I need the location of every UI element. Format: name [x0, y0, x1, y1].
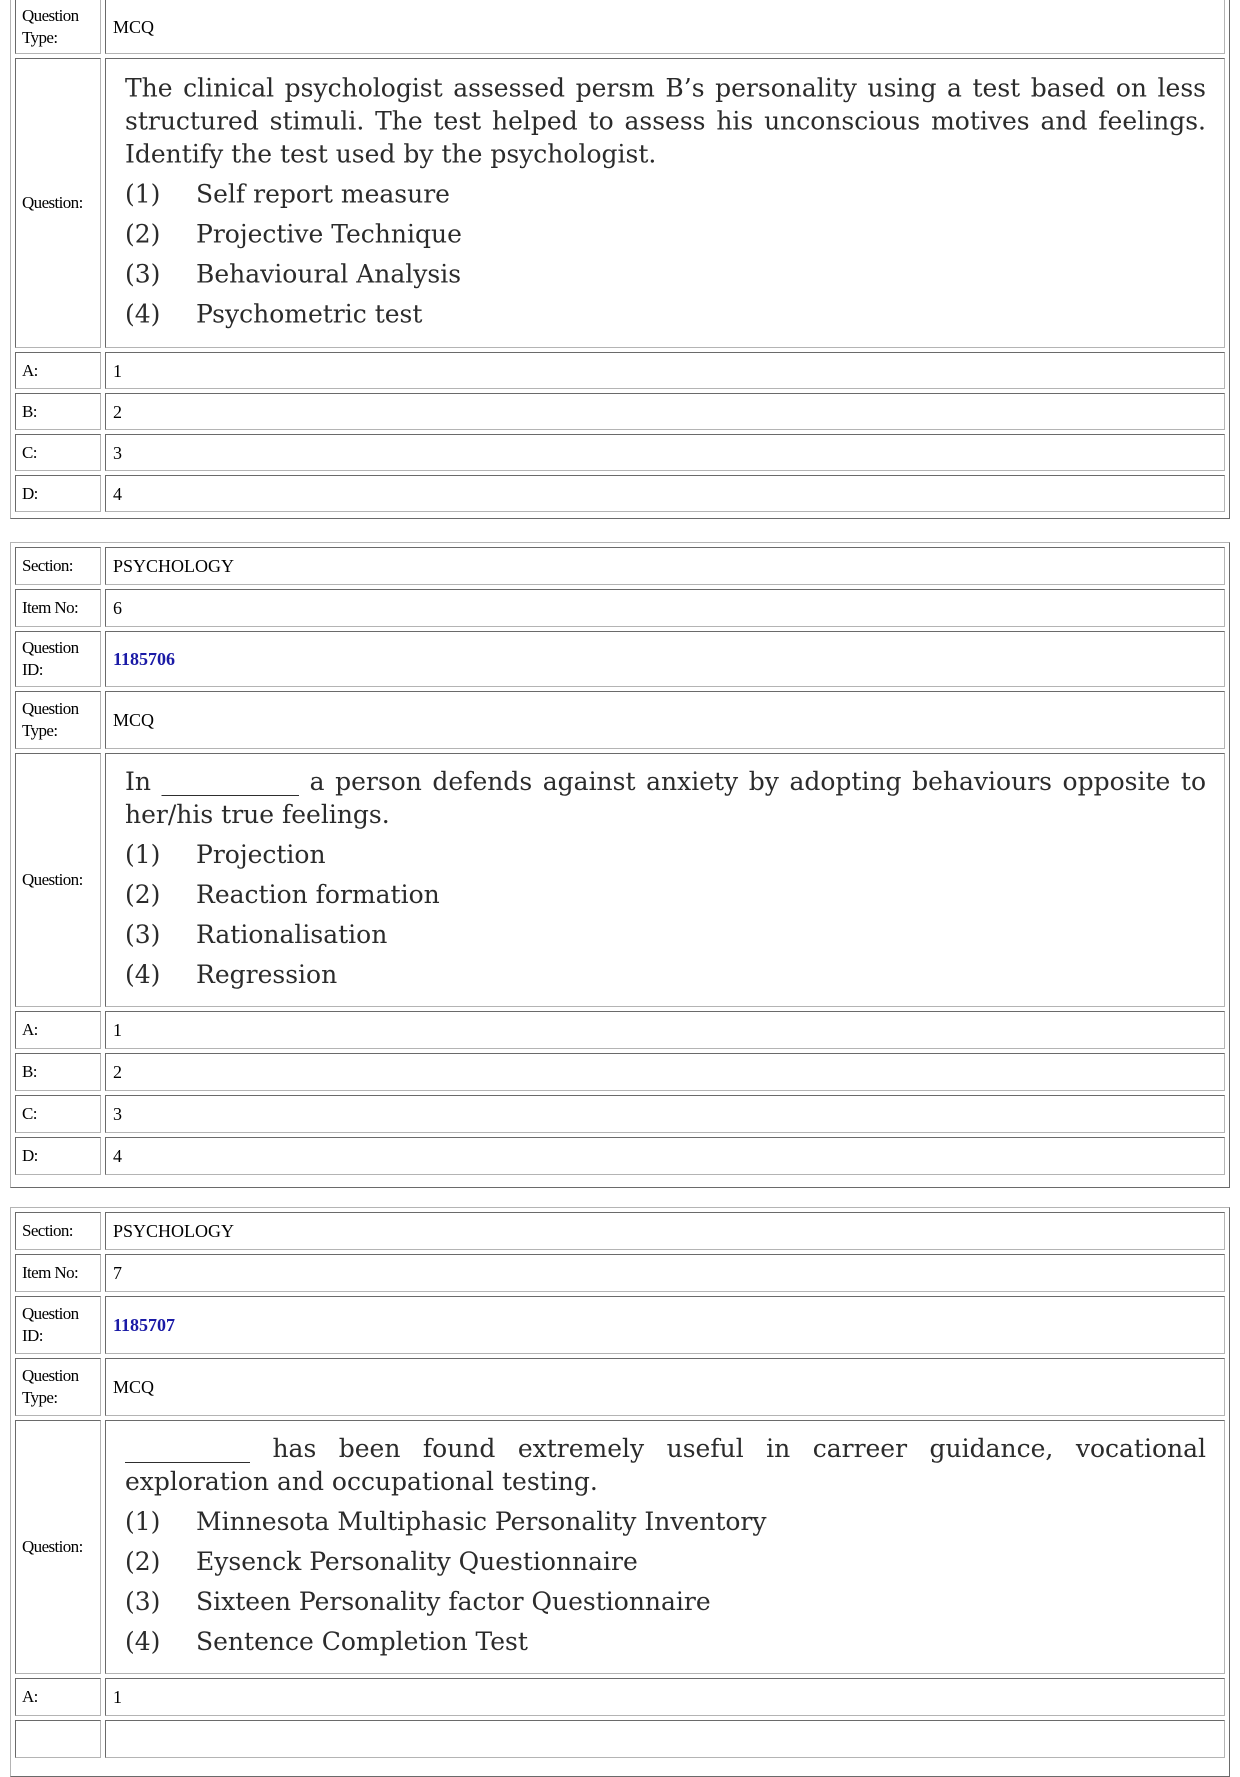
item-no-value: 6 — [113, 598, 122, 618]
option-text: Projective Technique — [196, 219, 462, 249]
option-1 — [125, 175, 1206, 215]
answer-label-a: A: — [22, 1020, 38, 1039]
option-number: (4) — [125, 960, 161, 989]
answer-row-b — [15, 393, 1225, 430]
option-text: Projection — [196, 840, 326, 869]
answer-label-a: A: — [22, 1687, 38, 1706]
question-row — [15, 1420, 1225, 1674]
question-id-value: 1185706 — [113, 649, 176, 669]
question-label: Question: — [22, 1537, 83, 1556]
answer-row-a — [15, 1011, 1225, 1049]
option-1 — [125, 1502, 1206, 1542]
option-2 — [125, 215, 1206, 255]
option-number: (1) — [125, 179, 161, 209]
answer-label-c: C: — [22, 442, 37, 462]
question-type-value: MCQ — [113, 710, 155, 730]
section-row — [15, 547, 1225, 585]
option-4 — [125, 1622, 1206, 1662]
answer-value-b: 2 — [113, 401, 122, 422]
answer-value-c: 3 — [113, 442, 122, 463]
option-4 — [125, 955, 1206, 995]
answer-row-a — [15, 1678, 1225, 1716]
answer-row-a — [15, 352, 1225, 389]
question-stem: The clinical psychologist assessed persm B’s personality using a test based on less structured stimuli. The test helped to assess his unconscious motives and feelings. Identify the test used by the psychologist. — [125, 73, 1206, 169]
question-type-row — [15, 0, 1225, 54]
section-label: Section: — [22, 1221, 73, 1240]
option-text: Self report measure — [196, 179, 450, 209]
item-no-value: 7 — [113, 1263, 122, 1283]
option-text: Minnesota Multiphasic Personality Inventory — [196, 1507, 767, 1536]
option-number: (1) — [125, 840, 161, 869]
option-text: Psychometric test — [196, 299, 423, 329]
answer-value-a: 1 — [113, 360, 122, 381]
option-text: Sentence Completion Test — [196, 1627, 528, 1656]
option-4 — [125, 295, 1206, 335]
option-text: Sixteen Personality factor Questionnaire — [196, 1587, 711, 1616]
option-number: (4) — [125, 1627, 161, 1656]
option-2 — [125, 1542, 1206, 1582]
item-no-row — [15, 589, 1225, 627]
question-label: Question: — [22, 870, 83, 889]
answer-value-d: 4 — [113, 483, 122, 504]
answer-value-c: 3 — [113, 1104, 122, 1124]
option-3 — [125, 915, 1206, 955]
answer-row-b — [15, 1053, 1225, 1091]
question-row — [15, 753, 1225, 1007]
question-label: Question: — [22, 193, 83, 212]
question-body — [125, 765, 1206, 995]
answer-value-a: 1 — [113, 1020, 122, 1040]
question-id-row — [15, 1296, 1225, 1354]
option-2 — [125, 875, 1206, 915]
option-number: (2) — [125, 880, 161, 909]
question-type-row — [15, 1358, 1225, 1416]
answer-label-c: C: — [22, 1104, 37, 1123]
question-type-row — [15, 691, 1225, 749]
option-3 — [125, 1582, 1206, 1622]
option-text: Rationalisation — [196, 920, 388, 949]
answer-value-d: 4 — [113, 1146, 122, 1166]
item-no-label: Item No: — [22, 1263, 79, 1282]
question-block-7 — [10, 1207, 1230, 1777]
answer-label-b: B: — [22, 1062, 37, 1081]
question-block-6 — [10, 542, 1230, 1188]
answer-label-d: D: — [22, 483, 38, 503]
option-number: (3) — [125, 920, 161, 949]
question-id-label: Question ID: — [22, 638, 79, 679]
question-type-value: MCQ — [113, 1377, 155, 1397]
question-type-label: Question Type: — [22, 699, 79, 740]
section-value: PSYCHOLOGY — [113, 1221, 235, 1241]
answer-row-d — [15, 1137, 1225, 1175]
option-3 — [125, 255, 1206, 295]
question-row — [15, 58, 1225, 348]
question-id-row — [15, 631, 1225, 687]
question-type-label: Question Type: — [22, 5, 79, 47]
section-value: PSYCHOLOGY — [113, 556, 235, 576]
answer-row-d — [15, 475, 1225, 512]
option-text: Behavioural Analysis — [196, 259, 462, 289]
option-number: (2) — [125, 219, 161, 249]
question-id-value: 1185707 — [113, 1315, 176, 1335]
item-no-label: Item No: — [22, 598, 79, 617]
question-body — [125, 72, 1206, 335]
option-1 — [125, 835, 1206, 875]
section-label: Section: — [22, 556, 73, 575]
answer-value-a: 1 — [113, 1687, 122, 1707]
question-block-5 — [10, 0, 1230, 519]
option-number: (1) — [125, 1507, 161, 1536]
option-text: Regression — [196, 960, 338, 989]
answer-row-c — [15, 1095, 1225, 1133]
answer-label-a: A: — [22, 360, 38, 380]
answer-row-b — [15, 1720, 1225, 1758]
option-number: (3) — [125, 1587, 161, 1616]
item-no-row — [15, 1254, 1225, 1292]
answer-label-b: B: — [22, 401, 37, 421]
option-text: Reaction formation — [196, 880, 440, 909]
option-number: (4) — [125, 299, 161, 329]
section-row — [15, 1212, 1225, 1250]
question-stem: In ___________ a person defends against anxiety by adopting behaviours opposite to her/his true feelings. — [125, 767, 1206, 829]
answer-label-d: D: — [22, 1146, 38, 1165]
question-stem: __________ has been found extremely useful in carreer guidance, vocational exploration and occupational testing. — [125, 1434, 1206, 1496]
question-type-value: MCQ — [113, 16, 155, 37]
answer-value-b: 2 — [113, 1062, 122, 1082]
option-number: (3) — [125, 259, 161, 289]
question-id-label: Question ID: — [22, 1304, 79, 1345]
question-type-label: Question Type: — [22, 1366, 79, 1407]
option-text: Eysenck Personality Questionnaire — [196, 1547, 638, 1576]
answer-row-c — [15, 434, 1225, 471]
question-body — [125, 1432, 1206, 1662]
option-number: (2) — [125, 1547, 161, 1576]
